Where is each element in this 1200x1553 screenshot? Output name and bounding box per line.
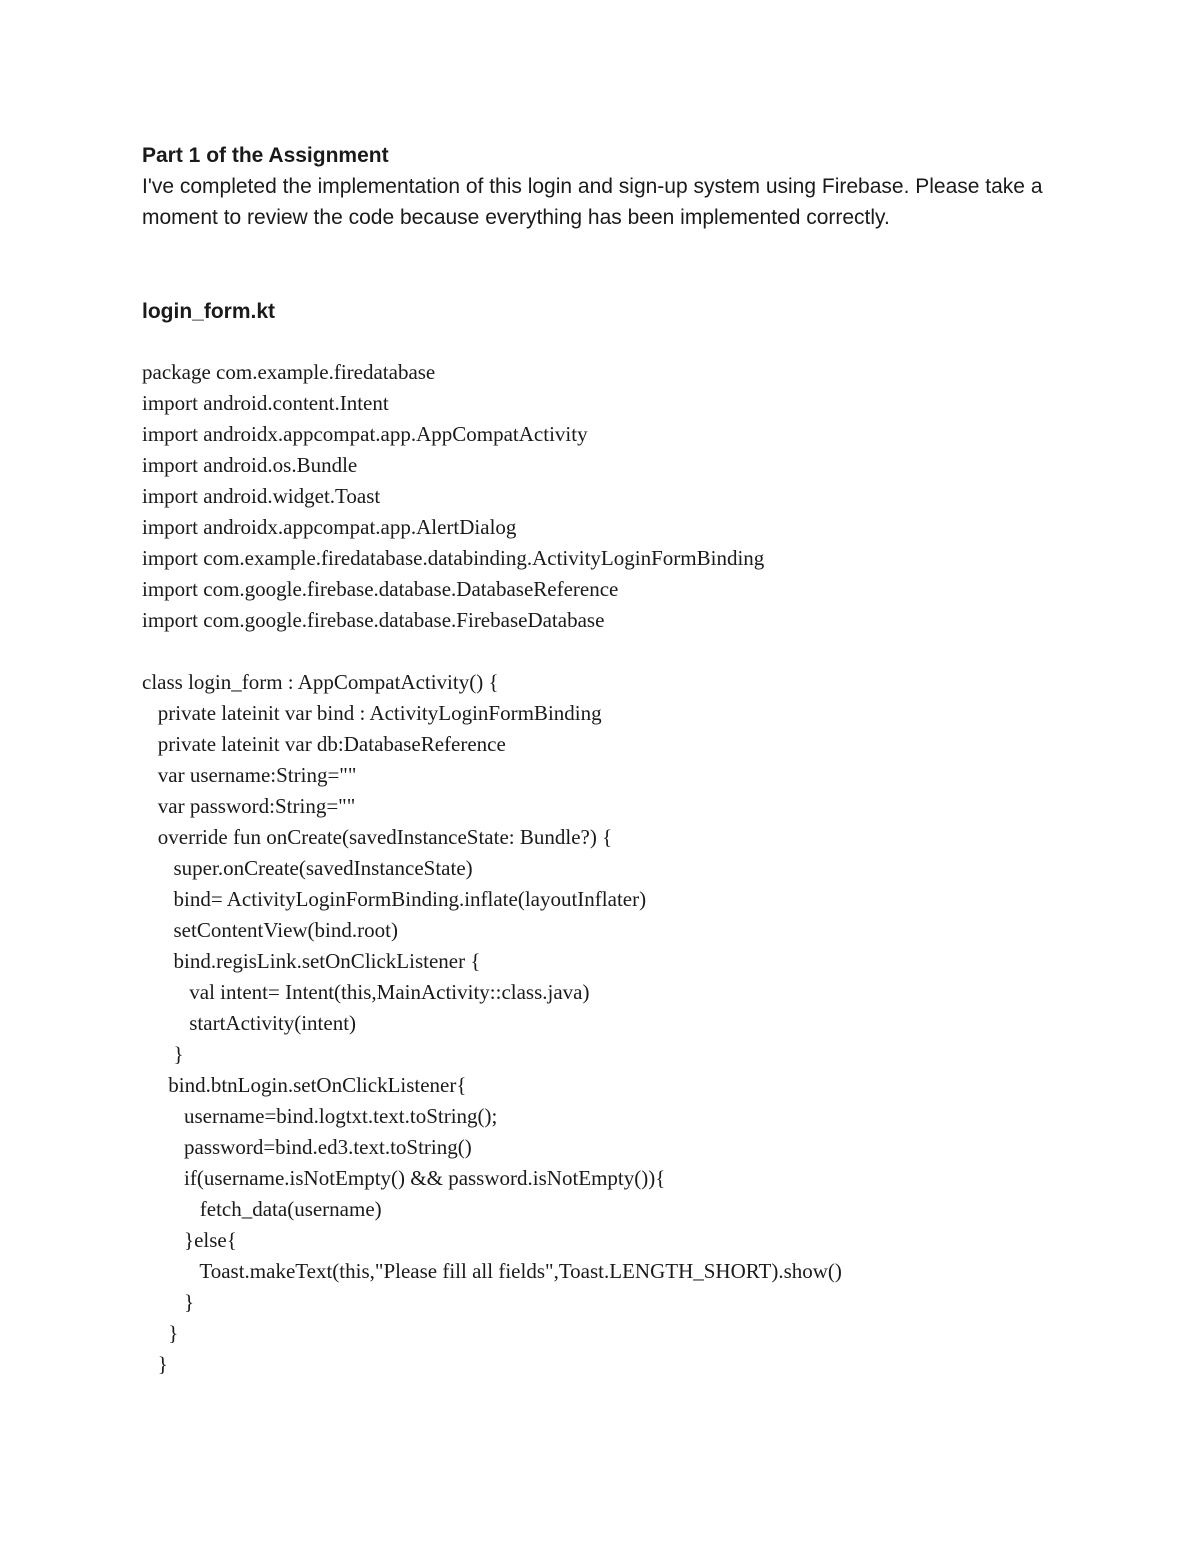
code-line: } <box>142 1290 195 1314</box>
code-line: bind.regisLink.setOnClickListener { <box>142 949 481 973</box>
code-line: bind.btnLogin.setOnClickListener{ <box>142 1073 467 1097</box>
code-block <box>142 357 1102 1380</box>
code-line: import android.os.Bundle <box>142 453 358 477</box>
code-line: private lateinit var bind : ActivityLoginFormBinding <box>142 701 602 725</box>
code-line: fetch_data(username) <box>142 1197 382 1221</box>
code-line: var username:String="" <box>142 763 357 787</box>
code-line: package com.example.firedatabase <box>142 360 436 384</box>
assignment-heading: Part 1 of the Assignment <box>142 144 389 167</box>
intro-paragraph: I've completed the implementation of this login and sign-up system using Firebase. Please take a moment to review the code because everything has been implemented correctly. <box>142 175 1043 229</box>
file-heading: login_form.kt <box>142 300 276 323</box>
code-line: class login_form : AppCompatActivity() { <box>142 670 499 694</box>
code-line: import android.widget.Toast <box>142 484 381 508</box>
code-line: password=bind.ed3.text.toString() <box>142 1135 472 1159</box>
code-line: } <box>142 1321 179 1345</box>
code-line: var password:String="" <box>142 794 356 818</box>
code-line: import androidx.appcompat.app.AlertDialog <box>142 515 517 539</box>
code-line: import com.google.firebase.database.DatabaseReference <box>142 577 619 601</box>
code-line: private lateinit var db:DatabaseReference <box>142 732 506 756</box>
code-line: username=bind.logtxt.text.toString(); <box>142 1104 498 1128</box>
code-line: }else{ <box>142 1228 237 1252</box>
code-line: import androidx.appcompat.app.AppCompatActivity <box>142 422 588 446</box>
code-line: override fun onCreate(savedInstanceState: Bundle?) { <box>142 825 613 849</box>
code-line: import android.content.Intent <box>142 391 389 415</box>
code-line: import com.example.firedatabase.databinding.ActivityLoginFormBinding <box>142 546 765 570</box>
code-line: super.onCreate(savedInstanceState) <box>142 856 473 880</box>
code-line: setContentView(bind.root) <box>142 918 398 942</box>
code-line: startActivity(intent) <box>142 1011 357 1035</box>
code-line: if(username.isNotEmpty() && password.isNotEmpty()){ <box>142 1166 666 1190</box>
code-line: Toast.makeText(this,"Please fill all fields",Toast.LENGTH_SHORT).show() <box>142 1259 842 1283</box>
code-line: } <box>142 1042 184 1066</box>
code-line: bind= ActivityLoginFormBinding.inflate(layoutInflater) <box>142 887 647 911</box>
code-line: import com.google.firebase.database.FirebaseDatabase <box>142 608 605 632</box>
code-line: } <box>142 1352 168 1376</box>
code-line <box>142 636 1102 667</box>
code-line: val intent= Intent(this,MainActivity::class.java) <box>142 980 590 1004</box>
